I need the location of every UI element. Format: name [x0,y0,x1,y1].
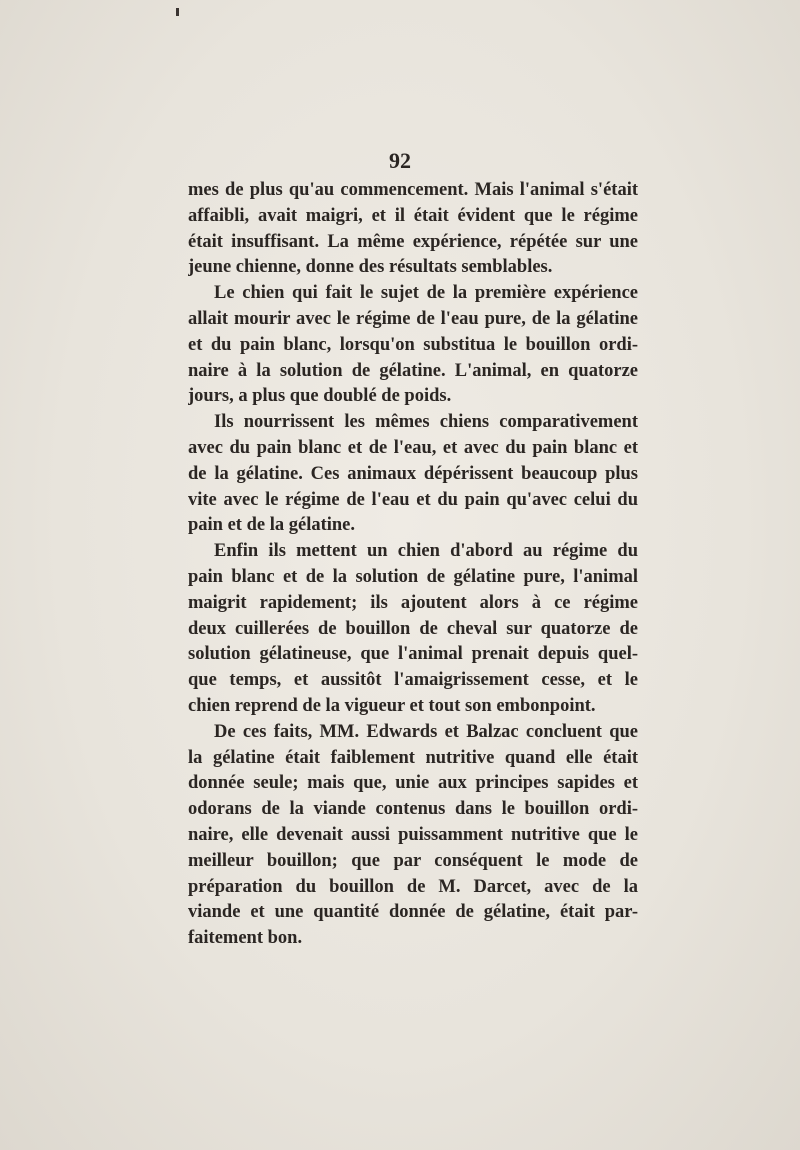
paragraph-5 [188,720,638,952]
text-line: allait mourir avec le régime de l'eau pure, de la gélatine [188,308,638,329]
text-line: mes de plus qu'au commencement. Mais l'animal s'était [188,180,638,200]
text-line: que temps, et aussitôt l'amaigrissement cesse, et le [188,670,638,691]
text-line: solution gélatineuse, que l'animal prenait depuis quel- [188,644,638,665]
text-line: De ces faits, MM. Edwards et Balzac concluent que [214,721,638,742]
text-line: pain blanc et de la solution de gélatine pure, l'animal [188,566,638,587]
text-line: la gélatine était faiblement nutritive quand elle était [188,747,638,768]
text-line: et du pain blanc, lorsqu'on substitua le bouillon ordi- [188,334,638,355]
text-line: donnée seule; mais que, unie aux principes sapides et [188,773,638,794]
text-line: pain et de la gélatine. [188,515,356,536]
text-line: meilleur bouillon; que par conséquent le mode de [188,850,638,871]
top-printer-mark [176,8,179,16]
paragraph-2 [188,281,638,410]
text-line: deux cuillerées de bouillon de cheval sur quatorze de [188,618,638,639]
text-line: Enfin ils mettent un chien d'abord au régime du [214,541,638,562]
text-line: chien reprend de la vigueur et tout son embonpoint. [188,695,596,716]
text-line: odorans de la viande contenus dans le bouillon ordi- [188,799,638,820]
text-line: maigrit rapidement; ils ajoutent alors à ce régime [188,592,638,613]
paragraph-3 [188,410,638,539]
text-line: préparation du bouillon de M. Darcet, avec de la [188,876,638,897]
text-line: de la gélatine. Ces animaux dépérissent beaucoup plus [188,463,638,484]
text-line: Le chien qui fait le sujet de la première expérience [214,283,638,304]
text-line: affaibli, avait maigri, et il était évident que le régime [188,205,638,226]
page-number: 92 [389,148,411,173]
text-line: jours, a plus que doublé de poids. [188,386,452,407]
paragraph-1 [188,178,638,281]
text-line: Ils nourrissent les mêmes chiens comparativement [214,412,638,433]
text-line: jeune chienne, donne des résultats semblables. [188,257,553,278]
text-line: vite avec le régime de l'eau et du pain qu'avec celui du [188,489,638,510]
text-line: faitement bon. [188,928,303,949]
text-line: naire à la solution de gélatine. L'animal, en quatorze [188,360,638,381]
text-line: viande et une quantité donnée de gélatine, était par- [188,902,638,923]
text-line: naire, elle devenait aussi puissamment nutritive que le [188,824,638,845]
body-text [188,178,638,952]
text-line: était insuffisant. La même expérience, répétée sur une [188,231,638,252]
paragraph-4 [188,539,638,720]
text-line: avec du pain blanc et de l'eau, et avec du pain blanc et [188,437,638,458]
